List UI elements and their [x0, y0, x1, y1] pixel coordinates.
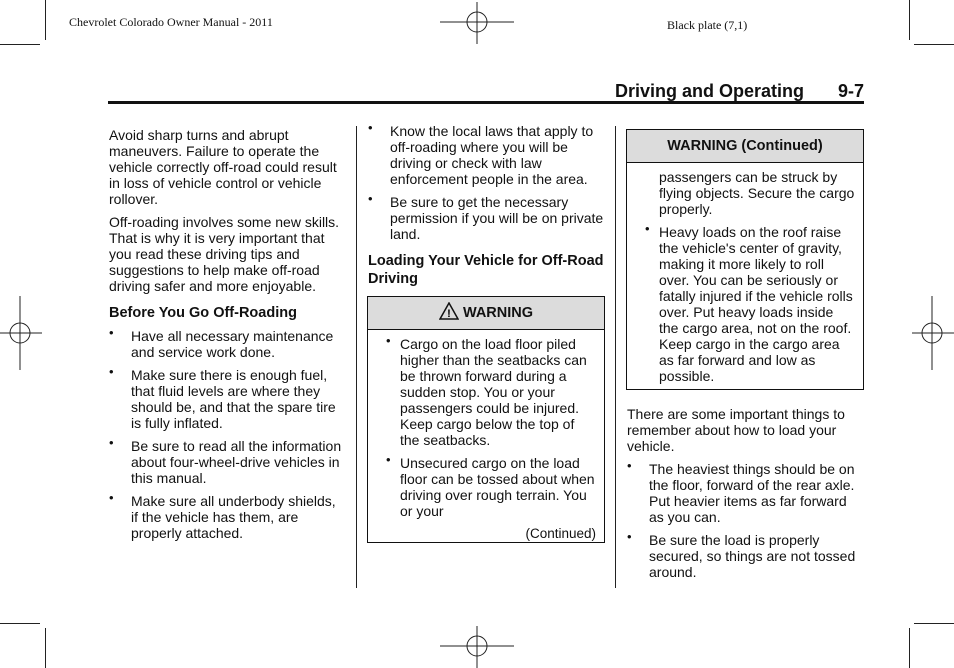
continued-paragraph: passengers can be struck by flying objects. Secure the cargo properly.	[659, 169, 855, 217]
list-item: • Know the local laws that apply to off-roading where you will be driving or check with law enforcement people in the area.	[368, 120, 594, 187]
column-divider	[356, 126, 357, 588]
list-item: • Make sure all underbody shields, if the vehicle has them, are properly attached.	[109, 490, 336, 541]
bullet-icon: •	[109, 435, 114, 450]
paragraph: Avoid sharp turns and abrupt maneuvers. Failure to operate the vehicle correctly off-road could result in loss of vehicle control or vehicle rollover.	[109, 127, 337, 207]
list-item: • Make sure there is enough fuel, that fluid levels are where they should be, and that the spare tire is fully inflated.	[109, 364, 336, 431]
registration-mark-icon	[440, 2, 514, 44]
bullet-icon: •	[645, 221, 650, 236]
bullet-icon: •	[109, 325, 114, 340]
bullet-list	[635, 221, 855, 384]
warning-header	[368, 297, 604, 330]
warning-body	[627, 163, 863, 397]
page-number: 9-7	[837, 81, 864, 101]
crop-mark	[0, 623, 40, 624]
registration-mark-icon	[912, 296, 954, 370]
list-item: • The heaviest things should be on the floor, forward of the rear axle. Put heavier items as far forward as you can.	[627, 458, 855, 525]
list-item: • Be sure the load is properly secured, so things are not tossed around.	[627, 529, 856, 580]
bullet-icon: •	[627, 458, 632, 473]
column-3	[627, 406, 863, 587]
list-item: • Unsecured cargo on the load floor can be tossed about when driving over rough terrain. You or your	[386, 452, 595, 519]
bullet-icon: •	[109, 364, 114, 379]
list-item: • Heavy loads on the roof raise the vehicle's center of gravity, making it more likely to roll over. You can be seriously or fatally injured if the vehicle rolls over. Put heavy loads inside the cargo area, not on the roof. Keep cargo in the cargo area as far forward and low as possible.	[645, 221, 853, 384]
warning-header: WARNING (Continued)	[627, 130, 863, 163]
crop-mark	[914, 44, 954, 45]
column-2	[368, 120, 604, 294]
crop-mark	[45, 628, 46, 668]
crop-mark	[909, 628, 910, 668]
crop-mark	[0, 44, 40, 45]
subheading: Before You Go Off-Roading	[109, 305, 297, 321]
warning-body	[368, 330, 604, 548]
bullet-list	[627, 458, 863, 580]
manual-title: Chevrolet Colorado Owner Manual - 2011	[69, 15, 273, 29]
column-1	[109, 127, 345, 548]
crop-mark	[909, 0, 910, 40]
registration-mark-icon	[440, 626, 514, 668]
list-item: • Be sure to get the necessary permission if you will be on private land.	[368, 191, 604, 242]
warning-triangle-icon	[439, 302, 459, 320]
bullet-list	[109, 325, 345, 541]
list-item: • Be sure to read all the information about four-wheel-drive vehicles in this manual.	[109, 435, 342, 486]
bullet-icon: •	[109, 490, 114, 505]
registration-mark-icon	[0, 296, 42, 370]
bullet-icon: •	[368, 191, 373, 206]
crop-mark	[45, 0, 46, 40]
column-divider	[615, 126, 616, 588]
bullet-list	[376, 333, 596, 519]
plate-label: Black plate (7,1)	[667, 18, 748, 32]
continued-label: (Continued)	[525, 526, 596, 541]
bullet-icon: •	[368, 120, 373, 135]
header-rule	[108, 101, 864, 104]
paragraph: Off-roading involves some new skills. That is why it is very important that you read these driving tips and suggestions to help make off-road driving safer and more enjoyable.	[109, 214, 340, 294]
bullet-icon: •	[386, 452, 391, 467]
bullet-list	[368, 120, 604, 242]
svg-text:!: !	[447, 308, 451, 320]
crop-mark	[914, 623, 954, 624]
paragraph: There are some important things to remember about how to load your vehicle.	[627, 406, 845, 454]
warning-box-continued	[626, 129, 864, 390]
warning-title: WARNING	[462, 305, 534, 321]
subheading: Loading Your Vehicle for Off-Road Driving	[368, 253, 604, 287]
section-header	[108, 80, 864, 104]
section-title: Driving and Operating	[614, 81, 804, 101]
bullet-icon: •	[627, 529, 632, 544]
list-item: • Cargo on the load floor piled higher than the seatbacks can be thrown forward during a sudden stop. You or your passengers could be injured. Keep cargo below the top of the seatbacks.	[386, 333, 587, 448]
bullet-icon: •	[386, 333, 391, 348]
warning-box	[367, 296, 605, 543]
list-item: • Have all necessary maintenance and service work done.	[109, 325, 334, 360]
